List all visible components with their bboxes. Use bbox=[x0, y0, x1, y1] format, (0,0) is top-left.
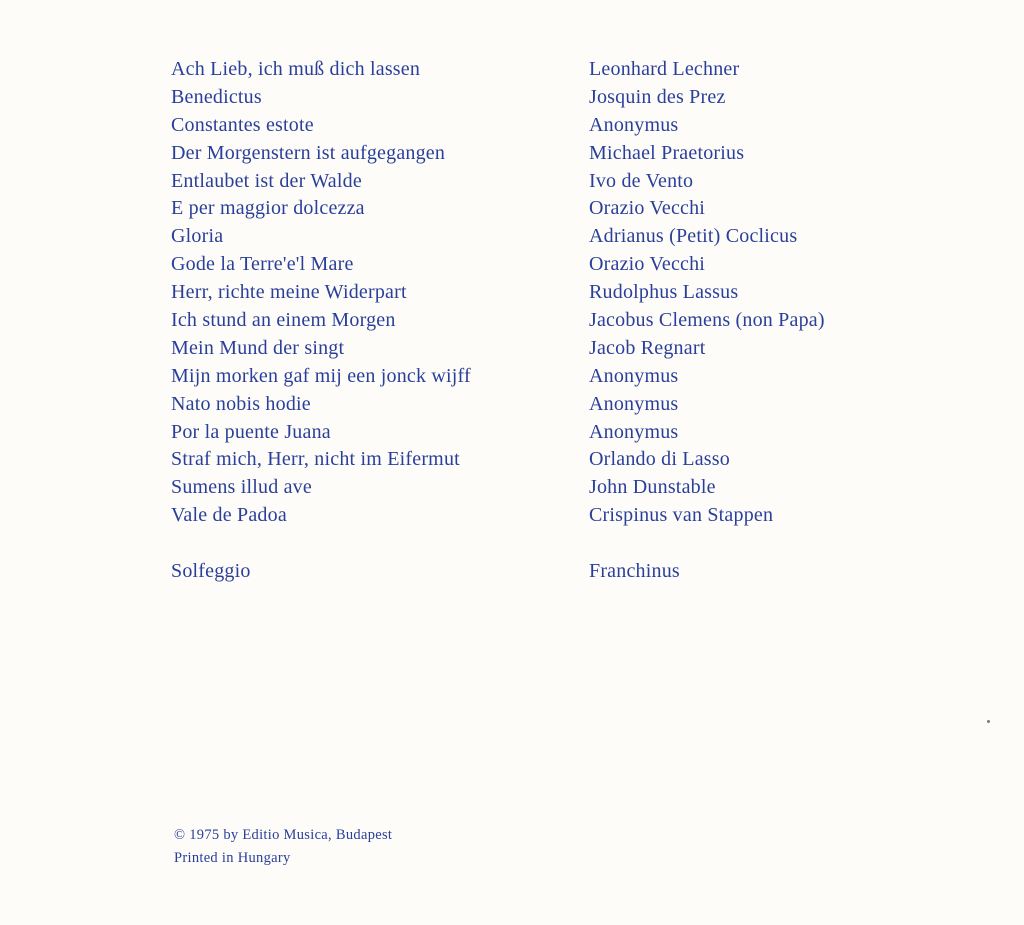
work-title: Gode la Terre'e'l Mare bbox=[171, 253, 354, 276]
work-title: Ach Lieb, ich muß dich lassen bbox=[171, 58, 421, 80]
printed-line: Printed in Hungary bbox=[174, 850, 291, 866]
work-title: Straf mich, Herr, nicht im Eifermut bbox=[171, 448, 460, 471]
composer-name: Orazio Vecchi bbox=[589, 253, 706, 276]
composer-name: Rudolphus Lassus bbox=[589, 281, 739, 304]
work-title: Por la puente Juana bbox=[171, 420, 331, 443]
copyright-line: © 1975 by Editio Musica, Budapest bbox=[174, 827, 393, 843]
work-title: Gloria bbox=[171, 225, 224, 248]
work-title: E per maggior dolcezza bbox=[171, 197, 365, 220]
composer-name: Leonhard Lechner bbox=[589, 58, 740, 80]
work-title: Mijn morken gaf mij een jonck wijff bbox=[171, 364, 471, 387]
composer-name: Anonymus bbox=[589, 113, 679, 136]
composer-name: Ivo de Vento bbox=[589, 169, 694, 192]
composer-name: John Dunstable bbox=[589, 476, 716, 499]
composer-name: Jacobus Clemens (non Papa) bbox=[589, 309, 825, 332]
work-title: Constantes estote bbox=[171, 113, 314, 136]
section-gap bbox=[171, 530, 571, 558]
extra-composer: Franchinus bbox=[589, 560, 680, 583]
work-title: Der Morgenstern ist aufgegangen bbox=[171, 141, 446, 164]
title-column bbox=[171, 56, 571, 586]
composer-name: Orazio Vecchi bbox=[589, 197, 706, 220]
publisher-footer bbox=[174, 824, 392, 870]
work-title: Mein Mund der singt bbox=[171, 336, 345, 359]
composer-name: Michael Praetorius bbox=[589, 141, 745, 164]
composer-name: Crispinus van Stappen bbox=[589, 504, 774, 527]
work-title: Sumens illud ave bbox=[171, 476, 312, 499]
composer-name: Adrianus (Petit) Coclicus bbox=[589, 225, 798, 248]
work-title: Herr, richte meine Widerpart bbox=[171, 281, 407, 304]
work-title: Entlaubet ist der Walde bbox=[171, 169, 362, 192]
work-title: Benedictus bbox=[171, 85, 262, 108]
composer-column bbox=[589, 56, 1009, 586]
work-title: Nato nobis hodie bbox=[171, 392, 311, 415]
composer-name: Anonymus bbox=[589, 364, 679, 387]
work-title: Vale de Padoa bbox=[171, 504, 287, 527]
extra-title: Solfeggio bbox=[171, 560, 251, 583]
composer-name: Orlando di Lasso bbox=[589, 448, 730, 471]
paper-speck bbox=[987, 720, 990, 723]
composer-name: Jacob Regnart bbox=[589, 336, 706, 359]
composer-name: Josquin des Prez bbox=[589, 85, 726, 108]
composer-name: Anonymus bbox=[589, 392, 679, 415]
composer-name: Anonymus bbox=[589, 420, 679, 443]
work-title: Ich stund an einem Morgen bbox=[171, 309, 396, 332]
section-gap bbox=[589, 530, 1009, 558]
